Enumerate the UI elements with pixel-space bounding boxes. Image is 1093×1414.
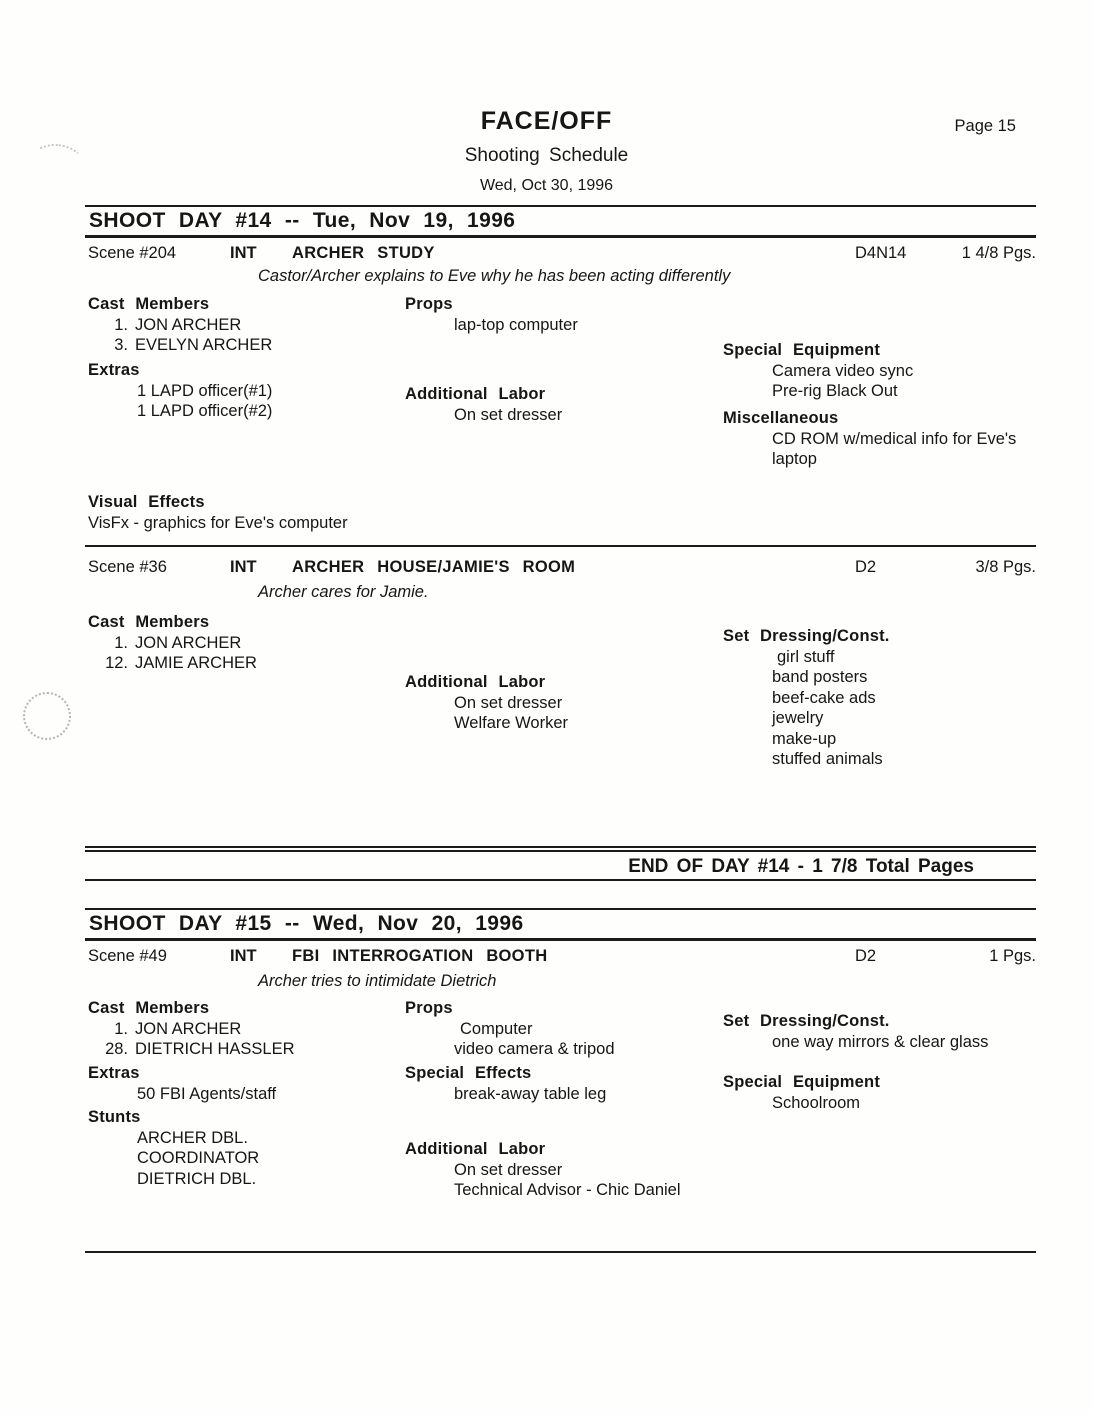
scene49-extras-section (88, 1063, 276, 1104)
additional-labor-item: Welfare Worker (454, 714, 569, 732)
scene36-header-row (0, 557, 1093, 578)
cast-name: JAMIE ARCHER (135, 654, 257, 672)
stunts-item: DIETRICH DBL. (137, 1169, 257, 1188)
additional-labor-item: On set dresser (454, 693, 563, 712)
cast-number: 1. (114, 315, 128, 334)
scene36-cast-section (88, 612, 257, 674)
additional-labor-header: Additional Labor (405, 385, 546, 403)
scene204-day-night: D4N14 (855, 244, 907, 262)
stunts-header: Stunts (88, 1108, 141, 1126)
hole-punch-mark (23, 692, 71, 740)
special-equipment-item: Camera video sync (772, 361, 914, 380)
cast-name: JON ARCHER (135, 633, 242, 652)
cast-number: 1. (114, 633, 128, 652)
scene36-int-ext: INT (230, 558, 257, 576)
additional-labor-item: Technical Advisor - Chic Daniel (454, 1181, 681, 1199)
scene204-page-count: 1 4/8 Pgs. (961, 244, 1036, 262)
scene49-day-night: D2 (855, 947, 877, 965)
scene-divider-rule (85, 545, 1036, 547)
scene204-visual-effects-section (88, 492, 348, 533)
set-dressing-item: beef-cake ads (772, 688, 876, 707)
props-header: Props (405, 295, 453, 313)
cast-number: 12. (105, 654, 128, 672)
day14-banner: SHOOT DAY #14 -- Tue, Nov 19, 1996 (85, 205, 1036, 238)
scene49-number: Scene #49 (88, 947, 167, 965)
set-dressing-item: girl stuff (777, 647, 835, 666)
scene36-page-count: 3/8 Pgs. (975, 558, 1036, 576)
scene204-number: Scene #204 (88, 244, 177, 262)
special-effects-item: break-away table leg (454, 1084, 607, 1103)
extras-item: 1 LAPD officer(#1) (137, 381, 273, 400)
scene36-number: Scene #36 (88, 558, 167, 576)
scene49-set-dressing-section (723, 1011, 988, 1052)
scene204-header-row (0, 243, 1093, 264)
stunts-item: ARCHER DBL. (137, 1128, 248, 1147)
set-dressing-item: jewelry (772, 709, 824, 727)
bottom-rule (85, 1251, 1036, 1253)
miscellaneous-item: CD ROM w/medical info for Eve's laptop (772, 429, 1017, 468)
extras-header: Extras (88, 1064, 140, 1082)
scene204-cast-section (88, 294, 272, 356)
scene36-set-name: ARCHER HOUSE/JAMIE'S ROOM (292, 558, 576, 576)
scene204-set-name: ARCHER STUDY (292, 244, 435, 262)
scene49-special-effects-section (405, 1063, 606, 1104)
set-dressing-item: band posters (772, 668, 868, 686)
end-of-day14-banner: END OF DAY #14 - 1 7/8 Total Pages (85, 846, 1036, 881)
cast-members-header: Cast Members (88, 613, 210, 631)
scene204-additional-labor-section (405, 384, 562, 425)
scene49-int-ext: INT (230, 947, 257, 965)
scene49-set-name: FBI INTERROGATION BOOTH (292, 947, 548, 965)
scene36-additional-labor-section (405, 672, 568, 734)
scene49-cast-section (88, 998, 295, 1060)
extras-item: 1 LAPD officer(#2) (137, 402, 273, 420)
scene204-extras-section (88, 360, 272, 422)
set-dressing-header: Set Dressing/Const. (723, 627, 890, 645)
scene36-day-night: D2 (855, 558, 877, 576)
props-header: Props (405, 999, 453, 1017)
cast-member (88, 653, 257, 674)
document-subtitle: Shooting Schedule (464, 145, 629, 166)
cast-number: 28. (105, 1040, 128, 1058)
scene204-miscellaneous-section (723, 408, 1044, 470)
cast-name: JON ARCHER (135, 315, 242, 334)
set-dressing-item: make-up (772, 729, 837, 748)
additional-labor-item: On set dresser (454, 405, 563, 424)
special-equipment-header: Special Equipment (723, 341, 881, 359)
cast-member (88, 1039, 295, 1060)
cast-members-header: Cast Members (88, 999, 210, 1017)
scene49-props-section (405, 998, 615, 1060)
page-number: Page 15 (954, 117, 1016, 135)
props-item: Computer (460, 1019, 533, 1038)
scene49-synopsis: Archer tries to intimidate Dietrich (258, 972, 497, 990)
scene49-page-count: 1 Pgs. (989, 947, 1036, 965)
cast-name: JON ARCHER (135, 1019, 242, 1038)
special-equipment-header: Special Equipment (723, 1073, 881, 1091)
set-dressing-item: stuffed animals (772, 750, 883, 768)
special-effects-header: Special Effects (405, 1064, 532, 1082)
scene49-additional-labor-section (405, 1139, 681, 1201)
scene204-special-equipment-section (723, 340, 913, 402)
props-item: lap-top computer (454, 315, 578, 334)
cast-number: 3. (114, 336, 128, 354)
visual-effects-header: Visual Effects (88, 493, 205, 511)
scene49-stunts-section (88, 1107, 259, 1189)
additional-labor-item: On set dresser (454, 1160, 563, 1179)
scene36-synopsis: Archer cares for Jamie. (258, 583, 429, 601)
scene49-special-equipment-section (723, 1072, 880, 1113)
stunts-item: COORDINATOR (137, 1149, 260, 1167)
set-dressing-header: Set Dressing/Const. (723, 1012, 890, 1030)
scene49-header-row (0, 946, 1093, 967)
special-equipment-item: Schoolroom (772, 1093, 861, 1112)
extras-item: 50 FBI Agents/staff (137, 1084, 277, 1103)
document-date: Wed, Oct 30, 1996 (479, 177, 614, 194)
scene36-set-dressing-section (723, 626, 890, 770)
scene204-synopsis: Castor/Archer explains to Eve why he has been acting differently (258, 267, 731, 285)
props-item: video camera & tripod (454, 1040, 615, 1058)
cast-number: 1. (114, 1019, 128, 1038)
cast-member (88, 335, 272, 356)
cast-name: DIETRICH HASSLER (135, 1040, 295, 1058)
visual-effects-item: VisFx - graphics for Eve's computer (88, 513, 348, 532)
set-dressing-item: one way mirrors & clear glass (772, 1032, 989, 1051)
document-title: FACE/OFF (480, 107, 613, 135)
cast-members-header: Cast Members (88, 295, 210, 313)
scene204-int-ext: INT (230, 244, 257, 262)
day15-banner: SHOOT DAY #15 -- Wed, Nov 20, 1996 (85, 908, 1036, 941)
additional-labor-header: Additional Labor (405, 673, 546, 691)
extras-header: Extras (88, 361, 140, 379)
scene204-props-section (405, 294, 578, 335)
special-equipment-item: Pre-rig Black Out (772, 382, 898, 400)
miscellaneous-header: Miscellaneous (723, 409, 839, 427)
additional-labor-header: Additional Labor (405, 1140, 546, 1158)
cast-member (88, 1019, 295, 1040)
cast-member (88, 315, 272, 336)
cast-name: EVELYN ARCHER (135, 336, 273, 354)
cast-member (88, 633, 257, 654)
